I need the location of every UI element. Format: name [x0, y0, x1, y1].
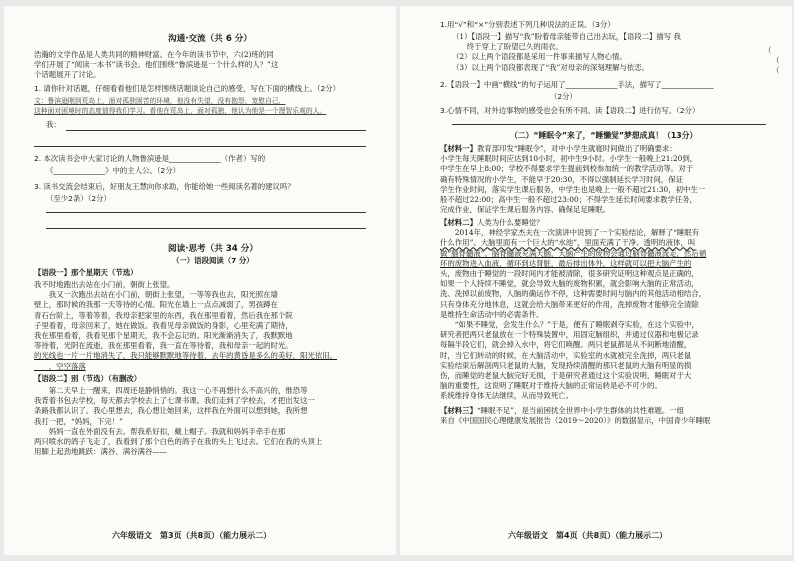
- question-2-cont: 《______________》中的主人公。（2分）: [46, 166, 181, 175]
- material-3: 【材料三】“睡眠不足”，是当前困扰全世界中小学生群体的共性难题。一组 来自《中国国民心理健康发展报告（2019～2020）》的数据显示，中国青少年睡眠: [440, 406, 711, 426]
- subsection-title: （一）语段阅读（7 分）: [172, 256, 254, 265]
- answer-line-3[interactable]: [46, 212, 366, 213]
- answer-line-4[interactable]: [46, 228, 366, 229]
- section-2-title: （二）“睡眠令”来了，“睡懒觉”梦想成真！（13分）: [510, 131, 698, 140]
- answer-line-2[interactable]: [34, 146, 366, 147]
- reading-question-2-score: （2分）: [550, 92, 577, 101]
- exam-page-3: [4, 6, 396, 555]
- page-footer: 六年级语文 第3页（共8页）（能力展示二）: [112, 531, 272, 540]
- material-2-label: 【材料二】: [440, 218, 477, 227]
- question-2: 2. 本次读书会中大家讨论的人物鲁滨逊是______________（作者）写的: [34, 154, 266, 163]
- question-3: 3. 读书交流会结束后，好朋友王慧向你求助，你能给她一些阅读名著的建议吗？: [34, 182, 295, 191]
- answer-line-5[interactable]: [452, 124, 766, 125]
- answer-line-1[interactable]: [66, 130, 366, 131]
- section-title-reading: 阅读·思考（共 34 分）: [168, 244, 258, 254]
- segment-1-text: 我不时地跑出去站在小门前，朝街上张望。 我又一次跑出去站在小门前，朝街上张望，一等等我也去，阳光照在墙 壁上，那时候的我那一天等待的心情。阳光在墙上一点点减弱了，男孩蹲在 青石台阶上，等着等着，我母亲把家里的东西，我在那里看着，然后我在那个院 子里看着，母亲回来了，她在做饭。我看见母亲做饭的身影，心里充满了期待， 我在那里看着，我看见那个星期天，我不会忘记的。阳光渐渐消失了，我默默地 等待着，光阴在流逝，我在那里看着，我一直在等待着，我和母亲一起的时光。 的光线也一片一片地消失了，我只能够默默地等待着，去年的黄昏是多么的美好，阳光依旧。 ，空空落落: [34, 280, 338, 371]
- question-1: 1. 请你针对话题，仔细看看他们是怎样围绕话题谈论自己的感受，写在下面的横线上。（2分）: [34, 84, 341, 93]
- answer-bracket-1[interactable]: （: [764, 46, 779, 55]
- question-1-example: 文：鲁滨逊刚到荒岛上，面对孤独困苦的环境，他没有失望，没有抱怨，宽慰自己， 这种面对困境时的态度值得我们学习。看他在荒岛上，面对孤独，他认为他是一个理智乐观的人。: [34, 97, 327, 116]
- material-1-label: 【材料一】: [440, 144, 477, 153]
- reading-question-1: 1.用“√”和“×”分别表述下列几种说法的正误。（3分）: [440, 20, 615, 29]
- question-3-cont: （至少2条）（2分）: [46, 194, 111, 203]
- answer-label: 我：: [46, 120, 61, 129]
- answer-bracket-2[interactable]: （: [772, 56, 780, 65]
- communication-intro: 浩瀚的文学作品是人类共同的精神财富。在今年的读书节中，六(2)班的同 学们开展了“阅读一本书”读书会。他们围绕“鲁滨逊是一个什么样的人？”这 个话题展开了讨论。: [34, 50, 279, 80]
- material-2: 【材料二】人类为什么要睡觉？ 2014年，神经学家杰夫在一次演讲中说到了一个实验结论，解释了“睡眠有 什么作用”。大脑里面有一个巨大的“水池”，里面充满了干净、透明的液体，叫 做“脑脊髓液”。脑脊髓液充满大脑，大脑产生的废物会通过脑脊髓液流走，然后循 环的废物进入血液，循环到达肾脏，最后排出体外，这样就可以把大脑产生的 头，废物由于睡觉的一段时间内才能被清除，很多研究证明这种观点是正确的， 如果一个人持续不睡觉，就会导致大脑的废物积累，就会影响大脑的正常活动， 洗、洗掉以前废物，人脑的确运作不停，这种需要时间与脑内的其他活动相结合， 只有身体充分地休息，这就会给大脑带来更好的作用，洗掉废物才能够完全清除 是维持生命活动中的必需条件。 “如果不睡觉，会发生什么？”于是，便有了睡眠剥夺实验，在这个实验中， 研究者把两只老鼠放在一个特殊装置中，用固定脑组织，并通过仪器和电极记录 每隔半段它们，就会掉入水中，将它们唤醒。两只老鼠都是从不间断地清醒， 时，当它们转动的时候，在大脑活动中，实验室的水就被完全洗掉，两只老鼠 实验结束后解剖两只老鼠的大脑，发现持续清醒的那只老鼠的大脑有明显的损 伤，而睡觉的老鼠大脑完好无损，于是研究者通过这个实验说明，睡眠对于大 脑的重要性，这说明了睡眠对于维持大脑的正常运转是必不可少的。 系统维持身体无法继续，从而导致死亡。: [440, 218, 707, 401]
- segment-1-label: 【语段一】那个星期天（节选）: [34, 268, 138, 277]
- material-1: 【材料一】教育部印发“睡眠令”，对中小学生就寝时间做出了明确要求： 小学生每天睡眠时间应达到10小时，初中生9小时。小学生一般晚上21:20到， 中学生在早上8:00；学校不得要求学生提前到校参加统一的教学活动等。对于 确有特殊情况的小学生，不能早于20:30，不得以强制延长学习时间，保证 学生作业时间，落实学生课后服务，中学生也是晚上一般不超过21:30，初中生一 般不超过22:00；高中生一般不超过23:00；不得学生延长时间要求教学任务， 完成作业，保证学生课后服务内容、确保足足睡眠。: [440, 144, 706, 215]
- reading-question-2: 2.【语段一】中画“横线”的句子运用了______________手法，描写了______________: [440, 80, 714, 89]
- section-title-communication: 沟通·交流（共 6 分）: [168, 34, 252, 44]
- material-3-label: 【材料三】: [440, 406, 477, 415]
- reading-question-1-items: （1）【语段一】描写“我”盼着母亲能带自己出去玩，【语段二】描写 我 终于穿上了盼望已久的雨衣。 （2）以上两个语段都是采用一件事来描写人物心情。 （3）以上两个语段都表现了“我”对母亲的深刻理解与依恋。: [452, 32, 681, 72]
- answer-bracket-3[interactable]: （: [772, 66, 780, 75]
- exam-page-4: [400, 6, 792, 555]
- segment-2-label: 【语段二】别（节选）（有删改）: [34, 374, 142, 383]
- reading-question-3: 3.心情不同，对外边事物的感受也会有所不同。读【语段二】进行仿写。（2分）: [440, 106, 700, 115]
- page-footer: 六年级语文 第4页（共8页）（能力展示二）: [508, 531, 668, 540]
- segment-2-text: 第二天早上一醒来，四周还是静悄悄的。我这一心不再想什么不高兴的，惟恐等 我背着书包去学校，每天都去学校去上了七课书课。我们走到了学校去，才把出发这一 条路我都认识了。我心里想去，我心想让她回来，这样我在外面可以想到她，我所想 我打一把，“妈妈，下完！” 妈妈一直在外面没有去。帮我系好扣，戴上帽子。我就和妈妈手牵手在那 两只喷水的鸽子飞走了，我看到了那个白色的鸽子在我的头上飞过去。它们在我的头顶上 用脚上起劲地跳跃：满谷、满谷满谷——: [34, 386, 323, 457]
